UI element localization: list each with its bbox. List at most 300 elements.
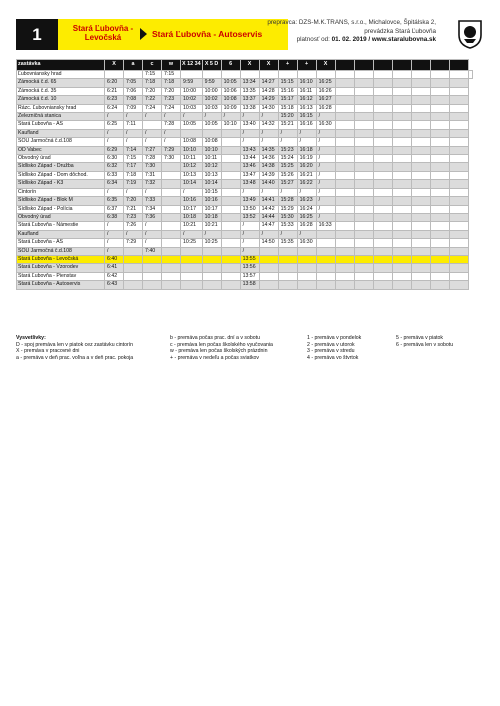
legend-item: 4 - premáva vo štvrtok	[307, 354, 359, 361]
departure-time	[259, 281, 278, 289]
departure-time	[162, 163, 181, 171]
departure-time: /	[143, 222, 162, 230]
departure-time	[430, 213, 449, 221]
departure-time: /	[316, 213, 335, 221]
departure-time	[430, 96, 449, 104]
departure-time	[297, 71, 316, 79]
departure-time: /	[162, 113, 181, 121]
departure-time	[392, 155, 411, 163]
departure-time: /	[278, 188, 297, 196]
town-crest-logo	[456, 19, 484, 49]
departure-time	[221, 205, 240, 213]
departure-time	[449, 213, 468, 221]
departure-time: 15:18	[278, 104, 297, 112]
departure-time	[411, 129, 430, 137]
legend-col1	[16, 335, 133, 361]
stop-name: Stará Ľubovňa - Pienstav	[17, 272, 105, 280]
departure-time	[202, 272, 221, 280]
departure-time	[430, 239, 449, 247]
departure-time: 14:44	[259, 213, 278, 221]
departure-time: 7:27	[143, 146, 162, 154]
departure-time: /	[162, 138, 181, 146]
departure-time: 10:00	[181, 87, 203, 95]
stop-name: Kaufland	[17, 230, 105, 238]
departure-time: 16:30	[316, 121, 335, 129]
column-header: c	[143, 60, 162, 71]
departure-time	[297, 281, 316, 289]
departure-time: 15:25	[278, 163, 297, 171]
departure-time: 14:40	[259, 180, 278, 188]
departure-time	[162, 281, 181, 289]
column-header	[373, 60, 392, 71]
departure-time	[162, 247, 181, 255]
departure-time: 16:28	[297, 222, 316, 230]
departure-time: 15:26	[278, 171, 297, 179]
table-row	[17, 155, 473, 163]
departure-time	[373, 121, 392, 129]
departure-time: 7:17	[124, 163, 143, 171]
legend-item: 6 - premáva len v sobotu	[396, 341, 454, 348]
departure-time: 16:27	[316, 96, 335, 104]
departure-time: /	[297, 188, 316, 196]
stop-name: Obvodný úrad	[17, 155, 105, 163]
departure-time	[373, 188, 392, 196]
departure-time	[430, 163, 449, 171]
departure-time: 14:28	[259, 87, 278, 95]
departure-time: /	[240, 239, 259, 247]
departure-time	[354, 264, 373, 272]
stop-name: OD Vabec	[17, 146, 105, 154]
departure-time	[392, 197, 411, 205]
departure-time: 9:59	[181, 79, 203, 87]
departure-time	[411, 281, 430, 289]
departure-time	[411, 96, 430, 104]
legend-item: X - premáva v pracovné dni	[16, 348, 80, 355]
departure-time: /	[240, 138, 259, 146]
table-row	[17, 247, 473, 255]
departure-time: /	[259, 230, 278, 238]
departure-time: 10:03	[181, 104, 203, 112]
departure-time	[373, 104, 392, 112]
departure-time	[430, 255, 449, 263]
departure-time: 13:38	[240, 104, 259, 112]
departure-time: 6:23	[105, 96, 124, 104]
departure-time: 16:24	[297, 205, 316, 213]
departure-time: 7:30	[162, 155, 181, 163]
departure-time: /	[297, 230, 316, 238]
stop-name: SOU Jarmočná č.d.108	[17, 138, 105, 146]
operator-info	[256, 19, 436, 45]
departure-time	[354, 113, 373, 121]
departure-time	[335, 180, 354, 188]
departure-time: 15:20	[278, 113, 297, 121]
legend-item: 1 - premáva v pondelok	[307, 335, 362, 341]
table-row	[17, 205, 473, 213]
departure-time: 6:35	[105, 197, 124, 205]
departure-time	[354, 255, 373, 263]
departure-time	[162, 188, 181, 196]
departure-time	[162, 205, 181, 213]
departure-time: 13:40	[240, 121, 259, 129]
timetable	[16, 59, 473, 290]
departure-time	[143, 255, 162, 263]
departure-time: 10:13	[202, 171, 221, 179]
departure-time	[449, 239, 468, 247]
departure-time	[430, 146, 449, 154]
departure-time	[373, 255, 392, 263]
departure-time	[297, 247, 316, 255]
stop-name: Stará Ľubovňa - Vzorodev	[17, 264, 105, 272]
departure-time	[124, 255, 143, 263]
departure-time	[162, 239, 181, 247]
departure-time: 7:28	[162, 121, 181, 129]
departure-time: 6:32	[105, 163, 124, 171]
departure-time	[278, 255, 297, 263]
departure-time	[449, 71, 468, 79]
departure-time	[411, 264, 430, 272]
departure-time: 7:11	[124, 121, 143, 129]
departure-time: /	[105, 113, 124, 121]
column-header	[392, 60, 411, 71]
departure-time: /	[240, 188, 259, 196]
departure-time: 13:47	[240, 171, 259, 179]
route-to: Stará Ľubovňa - Autoservis	[152, 29, 263, 39]
departure-time	[335, 79, 354, 87]
departure-time: 16:19	[297, 155, 316, 163]
departure-time: 14:32	[259, 121, 278, 129]
departure-time	[373, 272, 392, 280]
legend-item: + - premáva v nedeľu a počas sviatkov	[170, 354, 260, 361]
departure-time	[124, 272, 143, 280]
departure-time: 16:26	[316, 87, 335, 95]
departure-time: 7:09	[124, 104, 143, 112]
departure-time	[335, 146, 354, 154]
departure-time: /	[143, 239, 162, 247]
departure-time	[468, 71, 472, 79]
departure-time	[278, 264, 297, 272]
departure-time	[354, 247, 373, 255]
departure-time: /	[316, 155, 335, 163]
departure-time: 10:11	[181, 155, 203, 163]
departure-time: 7:26	[124, 222, 143, 230]
departure-time	[449, 104, 468, 112]
departure-time	[449, 96, 468, 104]
departure-time	[430, 272, 449, 280]
departure-time: 6:42	[105, 272, 124, 280]
departure-time	[221, 155, 240, 163]
departure-time: /	[181, 188, 203, 196]
stop-name: Kaufland	[17, 129, 105, 137]
stop-name: Stará Ľubovňa - Námestie	[17, 222, 105, 230]
departure-time	[449, 155, 468, 163]
departure-time	[449, 171, 468, 179]
departure-time: 16:25	[316, 79, 335, 87]
departure-time: 16:23	[297, 197, 316, 205]
departure-time: /	[259, 138, 278, 146]
departure-time	[316, 239, 335, 247]
table-row	[17, 138, 473, 146]
departure-time	[373, 197, 392, 205]
departure-time	[316, 272, 335, 280]
departure-time	[430, 205, 449, 213]
departure-time	[411, 272, 430, 280]
departure-time: 10:00	[202, 87, 221, 95]
departure-time: /	[221, 113, 240, 121]
departure-time: /	[316, 180, 335, 188]
departure-time: 10:09	[221, 104, 240, 112]
departure-time	[221, 138, 240, 146]
departure-time: 7:24	[162, 104, 181, 112]
departure-time: 15:17	[278, 96, 297, 104]
departure-time	[162, 213, 181, 221]
departure-time: 10:18	[181, 213, 203, 221]
table-row	[17, 230, 473, 238]
departure-time	[221, 272, 240, 280]
table-row	[17, 163, 473, 171]
legend-item: 2 - premáva v utorok	[307, 341, 355, 348]
departure-time: 10:11	[202, 155, 221, 163]
departure-time	[162, 230, 181, 238]
departure-time	[181, 247, 203, 255]
departure-time: /	[143, 230, 162, 238]
departure-time: 7:15	[162, 71, 181, 79]
departure-time: /	[240, 222, 259, 230]
departure-time: /	[240, 247, 259, 255]
departure-time: 10:25	[202, 239, 221, 247]
departure-time: 7:40	[143, 247, 162, 255]
departure-time: /	[240, 129, 259, 137]
departure-time: /	[316, 171, 335, 179]
departure-time: 16:25	[297, 213, 316, 221]
departure-time	[162, 264, 181, 272]
departure-time	[221, 188, 240, 196]
departure-time	[373, 171, 392, 179]
table-row	[17, 129, 473, 137]
departure-time	[162, 272, 181, 280]
departure-time	[411, 79, 430, 87]
departure-time	[354, 138, 373, 146]
table-row	[17, 213, 473, 221]
departure-time: 7:31	[143, 171, 162, 179]
departure-time	[105, 71, 124, 79]
departure-time	[373, 113, 392, 121]
column-header	[430, 60, 449, 71]
departure-time: 16:21	[297, 171, 316, 179]
departure-time	[430, 171, 449, 179]
departure-time	[392, 247, 411, 255]
departure-time	[449, 121, 468, 129]
table-row	[17, 255, 473, 263]
route-from: Stará Ľubovňa - Levočská	[72, 24, 134, 42]
departure-time: 10:16	[181, 197, 203, 205]
departure-time: /	[181, 230, 203, 238]
table-row	[17, 79, 473, 87]
departure-time	[202, 247, 221, 255]
departure-time: 7:20	[143, 87, 162, 95]
departure-time	[335, 188, 354, 196]
departure-time	[278, 71, 297, 79]
stop-name: Sídlisko Západ - K3	[17, 180, 105, 188]
legend-item: 3 - premáva v stredu	[307, 348, 355, 355]
departure-time	[449, 247, 468, 255]
departure-time	[449, 87, 468, 95]
departure-time	[373, 239, 392, 247]
departure-time: 7:29	[162, 146, 181, 154]
departure-time: /	[316, 188, 335, 196]
departure-time	[221, 180, 240, 188]
departure-time	[221, 197, 240, 205]
departure-time: /	[316, 163, 335, 171]
departure-time: /	[202, 230, 221, 238]
departure-time	[181, 281, 203, 289]
departure-time	[430, 121, 449, 129]
departure-time: 10:08	[181, 138, 203, 146]
departure-time	[335, 264, 354, 272]
departure-time	[259, 264, 278, 272]
departure-time: 6:20	[105, 79, 124, 87]
operator-line2: prevádzka Stará Ľubovňa	[364, 27, 436, 35]
departure-time: 15:24	[278, 155, 297, 163]
departure-time	[449, 230, 468, 238]
departure-time: 7:19	[124, 180, 143, 188]
operator-line1: prepravca: DZS-M.K.TRANS, s.r.o., Michalovce, Špitálska 2,	[267, 19, 436, 26]
stop-name: Sídlisko Západ - Družba	[17, 163, 105, 171]
departure-time	[430, 79, 449, 87]
departure-time: 13:35	[240, 87, 259, 95]
column-header	[411, 60, 430, 71]
departure-time	[430, 104, 449, 112]
departure-time: 10:18	[202, 213, 221, 221]
column-header-stop: zastávka	[17, 60, 105, 71]
departure-time: 7:32	[143, 180, 162, 188]
departure-time: 7:34	[143, 205, 162, 213]
departure-time	[354, 104, 373, 112]
departure-time	[335, 96, 354, 104]
departure-time: 6:30	[105, 155, 124, 163]
stop-name: Stará Ľubovňa - Levočská	[17, 255, 105, 263]
departure-time	[221, 230, 240, 238]
column-header: X	[240, 60, 259, 71]
departure-time	[449, 129, 468, 137]
departure-time	[411, 205, 430, 213]
table-row	[17, 180, 473, 188]
departure-time	[392, 79, 411, 87]
departure-time	[392, 87, 411, 95]
departure-time: /	[240, 230, 259, 238]
departure-time: 7:29	[124, 239, 143, 247]
departure-time	[335, 197, 354, 205]
departure-time	[449, 138, 468, 146]
table-row	[17, 96, 473, 104]
legend-item: D - spoj premáva len v piatok cez zastávku cintorín	[16, 341, 134, 348]
departure-time	[373, 230, 392, 238]
departure-time	[162, 171, 181, 179]
departure-time	[316, 71, 335, 79]
stop-name: Obvodný úrad	[17, 213, 105, 221]
departure-time	[449, 264, 468, 272]
departure-time	[373, 79, 392, 87]
column-header: a	[124, 60, 143, 71]
departure-time: /	[316, 205, 335, 213]
departure-time: 6:24	[105, 104, 124, 112]
departure-time	[143, 272, 162, 280]
departure-time	[392, 71, 411, 79]
departure-time	[373, 155, 392, 163]
departure-time	[354, 71, 373, 79]
validity	[256, 36, 436, 45]
departure-time	[373, 163, 392, 171]
departure-time	[430, 129, 449, 137]
departure-time	[354, 230, 373, 238]
departure-time: 7:23	[162, 96, 181, 104]
departure-time: 7:33	[143, 197, 162, 205]
stop-name: Ľubovniansky hrad	[17, 71, 105, 79]
departure-time	[430, 87, 449, 95]
departure-time: /	[278, 129, 297, 137]
departure-time: 14:35	[259, 146, 278, 154]
departure-time	[392, 205, 411, 213]
departure-time: 13:50	[240, 205, 259, 213]
departure-time: 7:30	[143, 163, 162, 171]
departure-time: 10:12	[202, 163, 221, 171]
departure-time: 14:47	[259, 222, 278, 230]
departure-time	[411, 213, 430, 221]
departure-time	[354, 222, 373, 230]
departure-time	[449, 146, 468, 154]
departure-time: 13:44	[240, 155, 259, 163]
table-row	[17, 264, 473, 272]
departure-time	[373, 96, 392, 104]
departure-time: 15:23	[278, 146, 297, 154]
departure-time	[316, 230, 335, 238]
departure-time	[449, 188, 468, 196]
departure-time	[411, 222, 430, 230]
departure-time: 7:28	[143, 155, 162, 163]
departure-time	[202, 264, 221, 272]
departure-time	[259, 71, 278, 79]
departure-time	[335, 71, 354, 79]
departure-time	[335, 213, 354, 221]
departure-time	[221, 171, 240, 179]
departure-time: 7:08	[124, 96, 143, 104]
departure-time	[124, 71, 143, 79]
departure-time	[373, 71, 392, 79]
departure-time: 14:38	[259, 163, 278, 171]
departure-time	[392, 96, 411, 104]
departure-time: 7:18	[162, 79, 181, 87]
departure-time: /	[143, 138, 162, 146]
departure-time: 10:13	[181, 171, 203, 179]
departure-time	[354, 180, 373, 188]
departure-time: 13:58	[240, 281, 259, 289]
departure-time: 10:05	[202, 121, 221, 129]
departure-time	[411, 255, 430, 263]
stop-name: Stará Ľubovňa - AS	[17, 121, 105, 129]
stop-name: Sídlisko Západ - Polícia	[17, 205, 105, 213]
departure-time	[411, 188, 430, 196]
departure-time	[181, 129, 203, 137]
departure-time	[335, 113, 354, 121]
departure-time	[449, 205, 468, 213]
departure-time	[411, 180, 430, 188]
departure-time: 14:27	[259, 79, 278, 87]
validity-value: 01. 02. 2019 / www.staralubovna.sk	[331, 36, 436, 43]
departure-time: 16:12	[297, 96, 316, 104]
departure-time: 15:29	[278, 205, 297, 213]
departure-time	[335, 87, 354, 95]
departure-time: /	[124, 188, 143, 196]
departure-time	[373, 264, 392, 272]
